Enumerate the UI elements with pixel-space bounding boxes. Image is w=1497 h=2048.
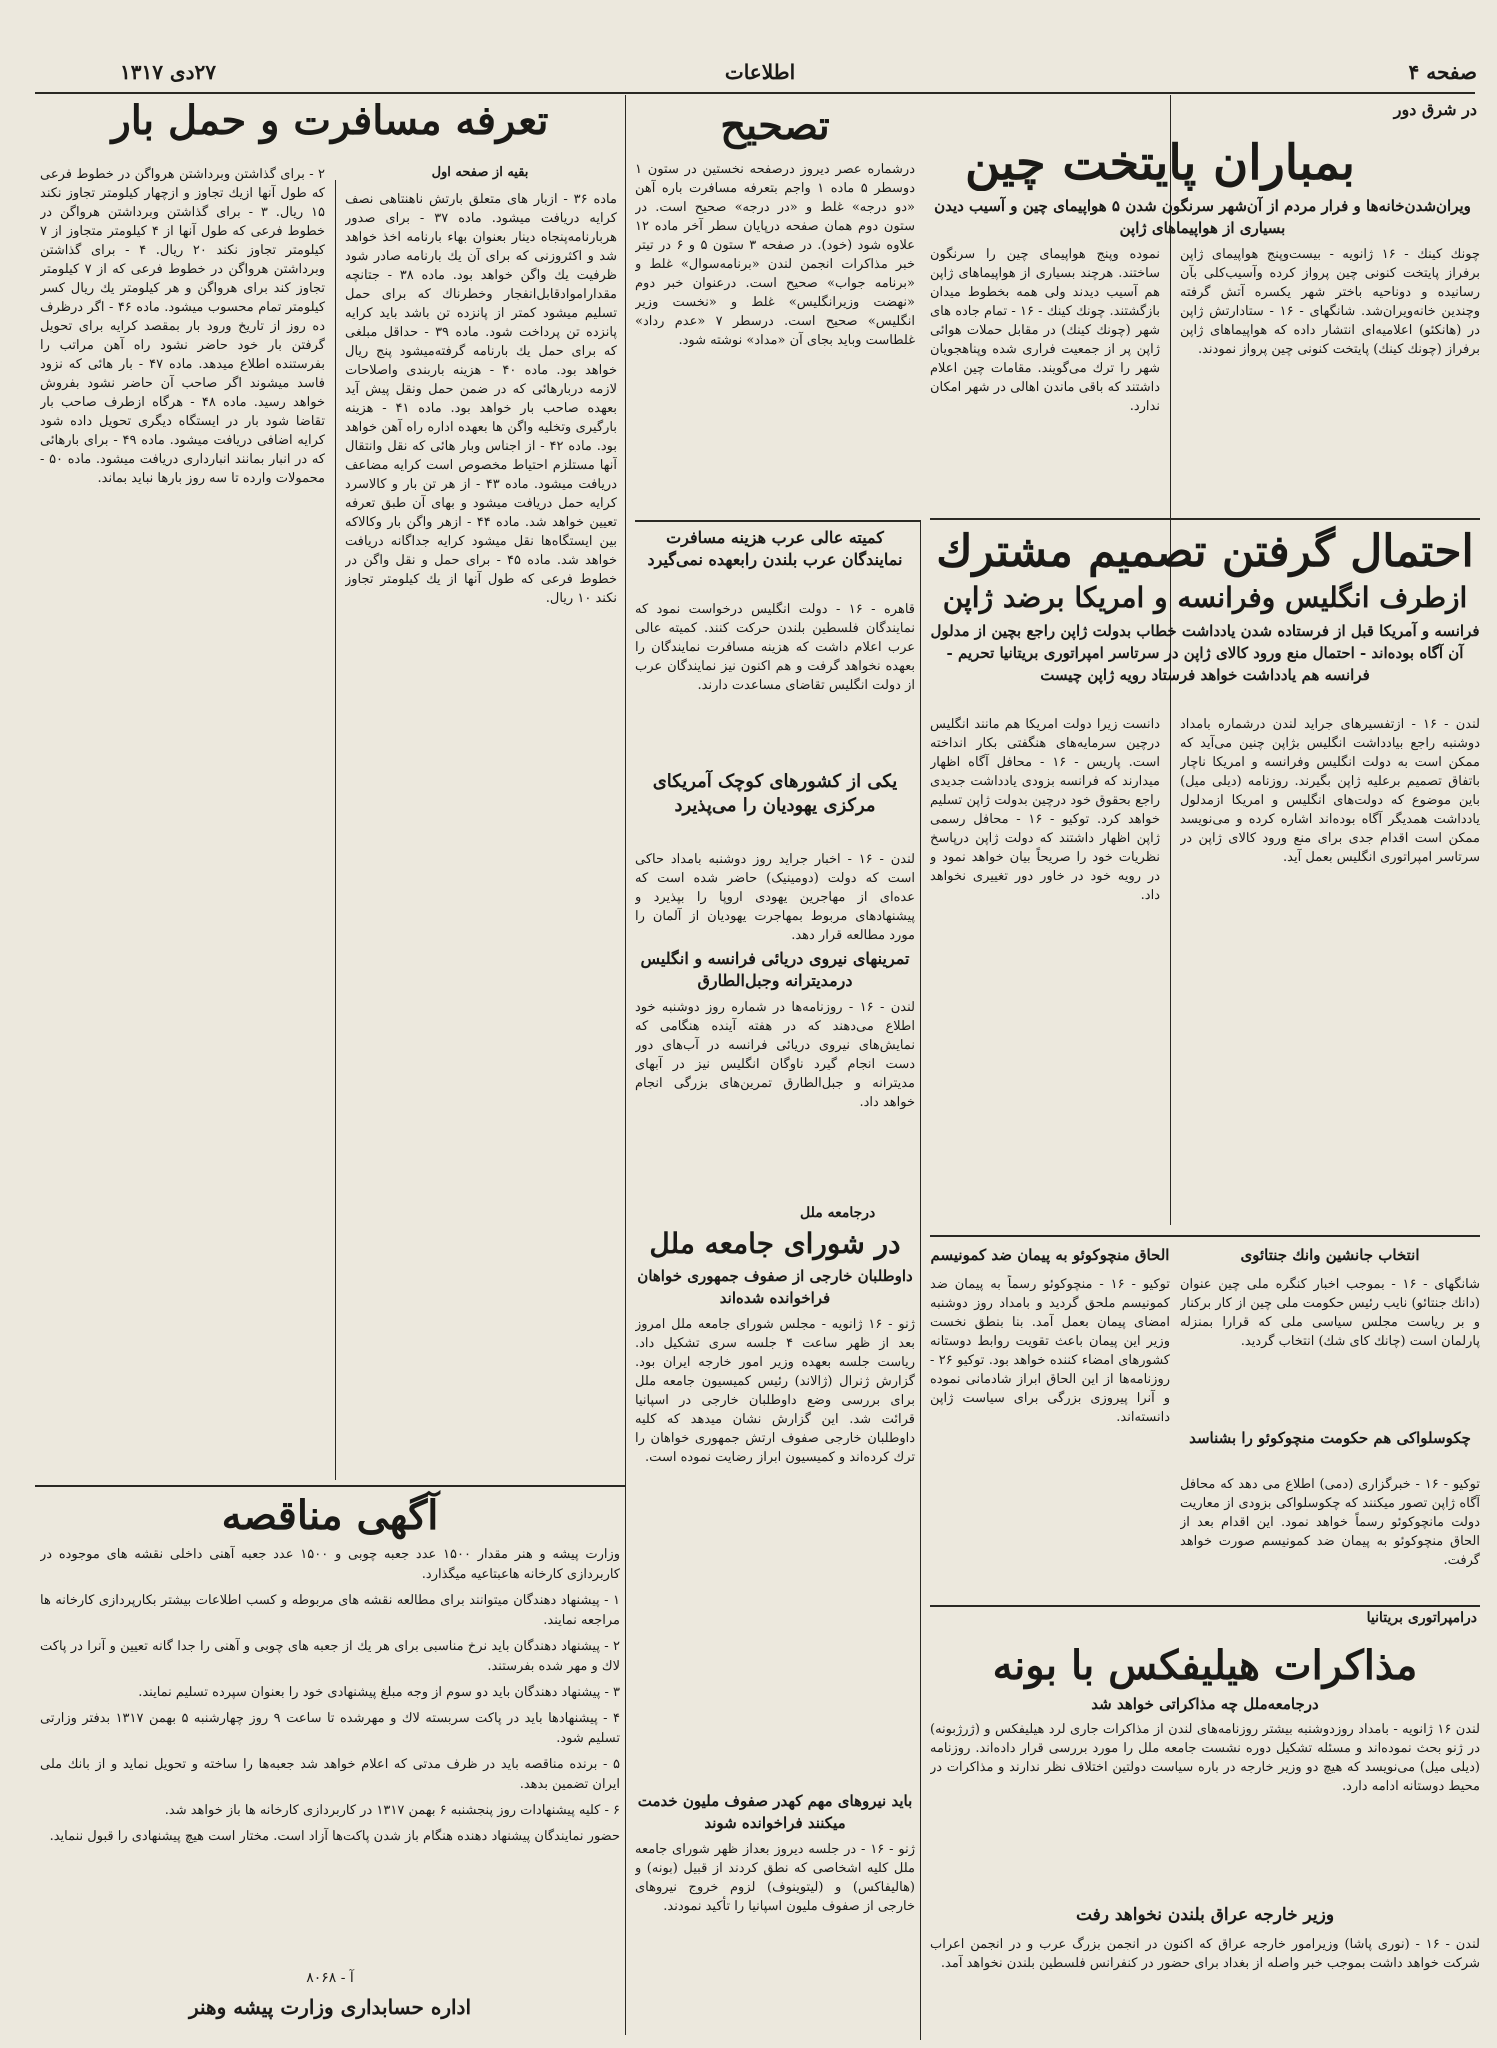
halifax-body: لندن ۱۶ ژانویه - بامداد روزدوشنبه بیشتر روزنامه‌های لندن از مذاکرات جاری لرد هیلیفکس و (ژرژبونه) در ژنو بحث نموده‌اند و مسئله تشکیل دوره نشست جامعه ملل را مورد بررسی قرار داده‌اند. روزنامه (دیلی میل) می‌نویسد که هیچ دو وزیر خارجه در باره سیاست دولتین اختلاف نظر ندارند و مذاکرات در محیط دوستانه ادامه دارد. xyxy=(930,1722,1480,1794)
tender-body xyxy=(40,1545,620,1965)
league-body-2: ژنو - ۱۶ - در جلسه دیروز بعداز ظهر شورای جامعه ملل کلیه اشخاصی که نطق کردند از قبیل (بونه) و (هالیفاکس) و (لیتوینوف) لزوم خروج نیروهای خارجی از صفوف ملیون اسپانیا را تأکید نمودند. xyxy=(635,1842,915,1914)
tender-item: ۱ - پیشنهاد دهندگان میتوانند برای مطالعه نقشه های مربوطه و کسب اطلاعات بیشتر بکارپردازی کارخانه ها مراجعه نمایند. xyxy=(40,1593,620,1628)
jews-headline: یکی از کشورهای کوچک آمریکای مرکزی یهودیان را می‌پذیرد xyxy=(652,771,898,816)
tender-item: ۴ - پیشنهادها باید در پاکت سربسته لاك و مهرشده تا ساعت ۹ روز چهارشنبه ۵ بهمن ۱۳۱۷ بدفتر وزارتی تسلیم شود. xyxy=(40,1711,620,1746)
joint-headline: احتمال گرفتن تصمیم مشترك xyxy=(936,526,1474,577)
correction-title: تصحیح xyxy=(720,102,830,149)
tender-signature: اداره حسابداری وزارت پیشه وهنر xyxy=(188,1995,472,2019)
naval-body: لندن - ۱۶ - روزنامه‌ها در شماره روز دوشنبه خود اطلاع می‌دهند که در هفته آینده هنگامی که نمایش‌های نیروی دریائی فرانسه در آب‌های دور دست انجام گیرد ناوگان انگلیس نیز در آبهای مدیترانه و جبل‌الطارق تمرین‌های بزرگی انجام خواهد داد. xyxy=(635,1000,915,1110)
jews-body: لندن - ۱۶ - اخبار جراید روز دوشنبه بامداد حاکی است که دولت (دومینیک) حاضر شده است که عده‌ای از مهاجرین یهودی اروپا را بپذیرد و پیشنهادهای مربوط بمهاجرت یهودیان از آلمان را مورد مطالعه قرار دهد. xyxy=(635,852,915,943)
iraq-body: لندن - ۱۶ - (نوری پاشا) وزیرامور خارجه عراق که اکنون در انجمن بزرگ عرب و در انجمن اعراب شرکت خواهد داشت بموجب خبر واصله از بغداد برای حضور در کنفرانس فلسطین بلندن نخواهد آمد. xyxy=(930,1937,1480,1971)
tender-intro: وزارت پیشه و هنر مقدار ۱۵۰۰ عدد جعبه چوبی و ۱۵۰۰ عدد جعبه آهنی داخلی نقشه های موجوده در کاربردازی کارخانه هاعبتاعیه میگذارد. xyxy=(40,1547,620,1582)
joint-body-right: لندن - ۱۶ - ازتفسیرهای جراید لندن درشماره بامداد دوشنبه راجع بیادداشت انگلیس بژاپن چنین می‌آید که ممکن است به دولت انگلیس وفرانسه و امریکا ناچار باتفاق تصمیم برعلیه ژاپن بگیرند. روزنامه (دیلی میل) باین موضوع که دولت‌های انگلیس و امریکا ازمدلول یادداشت همدیگر آگاه بوده‌اند اشاره کرده و می‌نویسد ممکن است اقدام جدی برای منع ورود کالای ژاپن در سرتاسر امپراتوری انگلیس بعمل آید. xyxy=(1180,717,1480,865)
issue-date: ۲۷دی ۱۳۱۷ xyxy=(120,60,216,84)
czech-body-2: توکیو - ۱۶ - خبرگزاری (دمی) اطلاع می دهد که محافل آگاه ژاپن تصور میکنند که چکوسلواکی بزودی از معاریت دولت مانچوکوئو رسماً خواهد نمود. این اقدام بعد از الحاق منچوکوئو به پیمان ضد کمونیسم صورت خواهد گرفت. xyxy=(1180,1477,1480,1568)
china-body-right: چونك كينك - ۱۶ ژانويه - بيست‌وپنج هواپيماى ژاپن برفراز پايتخت كنونى چين پرواز كرده وآسيب‌كلى بآن رسانيده و دوناحيه باختر شهر يكسره آتش گرفته وچندين خانه‌ويران‌شد. شانگهای - ۱۶ - ستادارتش ژاپن در (هانكئو) اعلاميه‌ای انتشار داده که هواپیماهای ژاپن برفراز (چونك كينك) پایتخت کنونی چين پرواز نمودند. xyxy=(1180,247,1480,357)
manchukuo-headline: الحاق منچوكوئو به پیمان ضد کمونیسم xyxy=(930,1246,1170,1264)
tariff-col-left: ۲ - برای گذاشتن وبرداشتن هرواگن در خطوط فرعی که طول آنها ازیك تجاوز و ازچهار کیلومتر تجاوز نکند ۱۵ ریال. ۳ - برای گذاشتن وبرداشتن هرواگن در خطوط فرعی که طول آنها از ۴ کیلومتر متجاوز از ۷ کیلومتر تجاوز نکند ۲۰ ریال. ۴ - برای گذاشتن وبرداشتن هرواگن در خطوط فرعی که از ۷ کیلومتر تجاوز کند برای هرواگن و هر کیلومتر یك ریال کسر کیلومتر تمام محسوب میشود. ماده ۴۶ - اگر درظرف ده روز از تاریخ ورود بار بمقصد کرایه برای تحویل گرفتن بار خود حاضر نشود راه آهن مراتب را بفرستنده اطلاع میدهد. ماده ۴۷ - بار هائی که نزود فاسد میشوند اگر صاحب آن حاضر نشود بفروش خواهد رسید. ماده ۴۸ - هرگاه ازطرف صاحب بار تقاضا شود بار در ایستگاه دیگری تحویل داده شود کرایه اضافی دریافت میشود. ماده ۴۹ - برای بارهائی که در انبار بمانند انبارداری دریافت میشود. ماده ۵۰ - محمولات وارده تا سه روز بارها نباید بماند. xyxy=(40,167,325,486)
correction-body: درشماره عصر دیروز درصفحه نخستین در ستون ۱ دوسطر ۵ ماده ۱ واجم بتعرفه مسافرت باره آهن «دو درجه» غلط و «در درجه» صحیح است. در ستون دوم همان صفحه درپایان سطر آخر ماده ۱۲ علاوه شود (خود). در صفحه ۳ ستون ۵ و ۶ در تیتر خبر مذاکرات انجمن لندن «برنامه‌سوال» غلط و «برنامه جواب» صحیح است. درعنوان خبر دوم «نهضت وزیرانگلیس» غلط و «نخست وزیر انگلیس» صحیح است. درسطر ۷ «عدم رداد» غلطاست وباید بجای آن «مداد» نوشته شود. xyxy=(635,162,915,348)
china-body-left: نموده وپنج هواپیمای چین را سرنگون ساختند. هرچند بسیاری از هواپیماهای ژاپن هم آسیب دیدند ولی همه بخطوط میدان بازگشتند. چونك كينك - ۱۶ - تمام جاده های شهر (چونك كينك) در مقابل حملات هوائی ژاپن پر از جمعیت فراری شده وپناهجویان شهر را ترك می‌گويند. مقامات چين اعلام داشتند که باقی ماندن اهالی در شهر امكان ندارد. xyxy=(930,247,1160,414)
tariff-title: تعرفه مسافرت و حمل بار xyxy=(111,97,549,144)
league-body: ژنو - ۱۶ ژانويه - مجلس شورای جامعه ملل امروز بعد از ظهر ساعت ۴ جلسه سری تشکیل داد. ریاست جلسه بعهده وزیر امور خارجه ایران بود. گزارش ژنرال (ژالاند) رئیس کمیسیون جامعه ملل برای بررسی وضع داوطلبان خارجی در اسپانیا قرائت شد. این گزارش نشان میدهد که کلیه داوطلبان خارجی صفوف ارتش جمهوری خواهان را ترك کرده‌اند و کمیسیون ابراز رضایت نموده است. xyxy=(635,1317,915,1465)
column-divider xyxy=(920,520,921,2040)
manchukuo-body: توکیو - ۱۶ - منچوكوئو رسماً به پیمان ضد کمونیسم ملحق گردید و بامداد روز دوشنبه امضای پیمان بعمل آمد. بنا بنطق نخست وزیر این پیمان باعث تقویت روابط دوستانه کشورهای امضاء کننده خواهد بود. توکیو ۲۶ - روزنامه‌ها از این الحاق ابراز شادمانی نموده و آنرا پیروزی بزرگی برای سیاست ژاپن دانسته‌اند. xyxy=(930,1277,1170,1425)
iraq-headline: وزیر خارجه عراق بلندن نخواهد رفت xyxy=(1075,1905,1335,1925)
halifax-subhead: درجامعه‌ملل چه مذاکراتی خواهد شد xyxy=(1091,1695,1319,1713)
section-rule xyxy=(930,1235,1480,1237)
page-number: صفحه ۴ xyxy=(1408,60,1477,84)
tender-item: ۵ - برنده مناقصه باید در ظرف مدتی که اعلام خواهد شد جعبه‌ها را ساخته و تحویل نماید و از بانك ملی ایران تضمین بدهد. xyxy=(40,1757,620,1792)
tender-ref: آ - ۸۰۶۸ xyxy=(306,1970,354,1986)
section-kicker: در شرق دور xyxy=(1393,100,1477,119)
section-rule xyxy=(635,520,920,522)
czech-subhead: چکوسلواکی هم حکومت منچوکوئو را بشناسد xyxy=(1189,1429,1471,1447)
column-divider xyxy=(335,180,336,1480)
league-kicker-2: باید نیروهای مهم کهدر صفوف ملیون خدمت میکنند فراخوانده شوند xyxy=(637,1792,913,1832)
tender-item: ۳ - پیشنهاد دهندگان باید دو سوم از وجه مبلغ پیشنهادی خود را بعنوان سپرده تسلیم نمایند. xyxy=(138,1685,620,1700)
arabs-headline: کمیته عالی عرب هزینه مسافرت نمایندگان عرب بلندن رابعهده نمی‌گیرد xyxy=(647,528,903,569)
czech-headline: انتخاب جانشین وانك جنتائوی xyxy=(1240,1246,1420,1264)
joint-subhead: ازطرف انگلیس وفرانسه و امریکا برضد ژاپن xyxy=(942,581,1468,614)
section-rule xyxy=(930,1605,1480,1607)
column-divider xyxy=(625,95,626,2035)
tariff-continued: بقیه از صفحه اول xyxy=(431,165,529,180)
tariff-col-mid: ماده ۳۶ - ازبار های متعلق بارتش ناهنتاهی نصف کرایه دریافت میشود. ماده ۳۷ - برای صدور هربارنامه‌پنجاه دینار بعنوان بهاء بارنامه اخذ خواهد شد و اکثروزنی که برای آن یك بارنامه صادر شود ظرفیت یك واگن خواهد بود. ماده ۳۸ - جتانچه مقداراموادقابل‌انفجار وخطرناك که برای حمل تسلیم میشود کمتر از پانزده تن باشد باید کرایه پانزده تن پرداخت شود. ماده ۳۹ - حداقل مبلغی که برای حمل یك بارنامه گرفته‌میشود پنج ریال خواهد بود. ماده ۴۰ - هزینه باربندی واصلاحات لازمه دربارهائی که در ضمن حمل ونقل پیش آید بعهده صاحب بار خواهد بود. ماده ۴۱ - هزینه بارگیری وتخلیه واگن ها بعهده اداره راه آهن خواهد بود. ماده ۴۲ - از اجناس وبار هائی که نقل وانتقال آنها مستلزم احتیاط مخصوص است کرایه مضاعف دریافت میشود. ماده ۴۳ - از هر تن بار و کالاسرد کرایه حمل دریافت میشود و بهای آن طبق تعرفه تعیین خواهد شد. ماده ۴۴ - ازهر واگن بار وکالاکه بین ایستگاه‌ها نقل میشود کرایه جداگانه دریافت خواهد شد. ماده ۴۵ - برای حمل و نقل واگن در خطوط فرعی که طول آنها از یك کیلومتر تجاوز نکند ۱۰ ریال. xyxy=(345,192,617,606)
halifax-headline: مذاکرات هیلیفکس با بونه xyxy=(992,1642,1418,1689)
paper-name: اطلاعات xyxy=(724,60,796,84)
tender-item: ۲ - پیشنهاد دهندگان باید نرخ مناسبی برای هر یك از جعبه های چوبی و آهنی را جدا گانه تعیین و آنرا در پاکت لاك و مهر شده بفرستند. xyxy=(40,1639,620,1674)
china-headline: بمباران پایتخت چین xyxy=(964,135,1356,191)
joint-body-left: دانست زیرا دولت امریکا هم مانند انگلیس درچین سرمایه‌های هنگفتی بکار انداخته است. پاریس - ۱۶ - محافل آگاه اظهار میدارند که فرانسه بزودی یادداشت جدیدی راجع بحقوق خود درچین بدولت ژاپن تسلیم خواهد کرد. توکیو - ۱۶ - محافل رسمی ژاپن اظهار داشتند که دولت ژاپن درپاسخ نظریات خود را صریحاً بیان خواهد نمود و در رویه خود در خاور دور تغییری نخواهد داد. xyxy=(930,717,1160,903)
naval-headline: تمرینهای نیروی دریائی فرانسه و انگلیس درمدیترانه وجبل‌الطارق xyxy=(640,949,910,990)
czech-body: شانگهای - ۱۶ - بموجب اخبار کنگره ملی چین عنوان (دانك جنتائو) نایب رئیس حکومت ملی چین از کار برکنار و بر ریاست مجلس سیاسی ملی که قرارا بمنزله پارلمان است (چانك کای شك) انتخاب گردید. xyxy=(1180,1277,1480,1349)
tender-item: ۶ - کلیه پیشنهادات روز پنجشنبه ۶ بهمن ۱۳۱۷ در کاربردازی کارخانه ها باز خواهد شد. xyxy=(164,1803,620,1818)
china-subhead: ویران‌شدن‌خانه‌ها و فرار مردم از آن‌شهر سرنگون شدن ۵ هواپیمای چین و آسیب دیدن بسیاری از هواپیماهای ژاپن xyxy=(934,197,1471,237)
halifax-kicker: درامپراتوری بریتانیا xyxy=(1366,1610,1477,1626)
section-rule xyxy=(930,518,1480,520)
tender-title: آگهی مناقصه xyxy=(221,1492,439,1539)
league-subhead: داوطلبان خارجی از صفوف جمهوری خواهان فراخوانده شده‌اند xyxy=(637,1267,913,1307)
league-headline: در شورای جامعه ملل xyxy=(649,1227,901,1260)
masthead-rule xyxy=(35,92,1475,94)
joint-deck: فرانسه و آمریکا قبل از فرستاده شدن یادداشت خطاب بدولت ژاپن راجع بچین از مدلول آن آگاه بوده‌اند - احتمال منع ورود کالای ژاپن در سرتاسر امپراتوری بریتانیا تحریم - فرانسه هم یادداشت خواهد فرستاد رویه ژاپن چیست xyxy=(930,622,1480,684)
section-rule xyxy=(35,1485,625,1487)
league-kicker: درجامعه ملل xyxy=(800,1205,876,1221)
arabs-body: قاهره - ۱۶ - دولت انگلیس درخواست نمود که نمایندگان فلسطین بلندن حرکت کنند. کمیته عالی عرب اعلام داشت که هزینه مسافرت نمایندگان را بعهده نخواهد گرفت و هم اکنون نیز نمایندگان عرب از دولت انگلیس تقاضای مساعدت دارند. xyxy=(635,602,915,693)
tender-note: حضور نمایندگان پیشنهاد دهنده هنگام باز شدن پاکت‌ها آزاد است. مختار است هیچ پیشنهادی را قبول ننماید. xyxy=(49,1829,620,1844)
